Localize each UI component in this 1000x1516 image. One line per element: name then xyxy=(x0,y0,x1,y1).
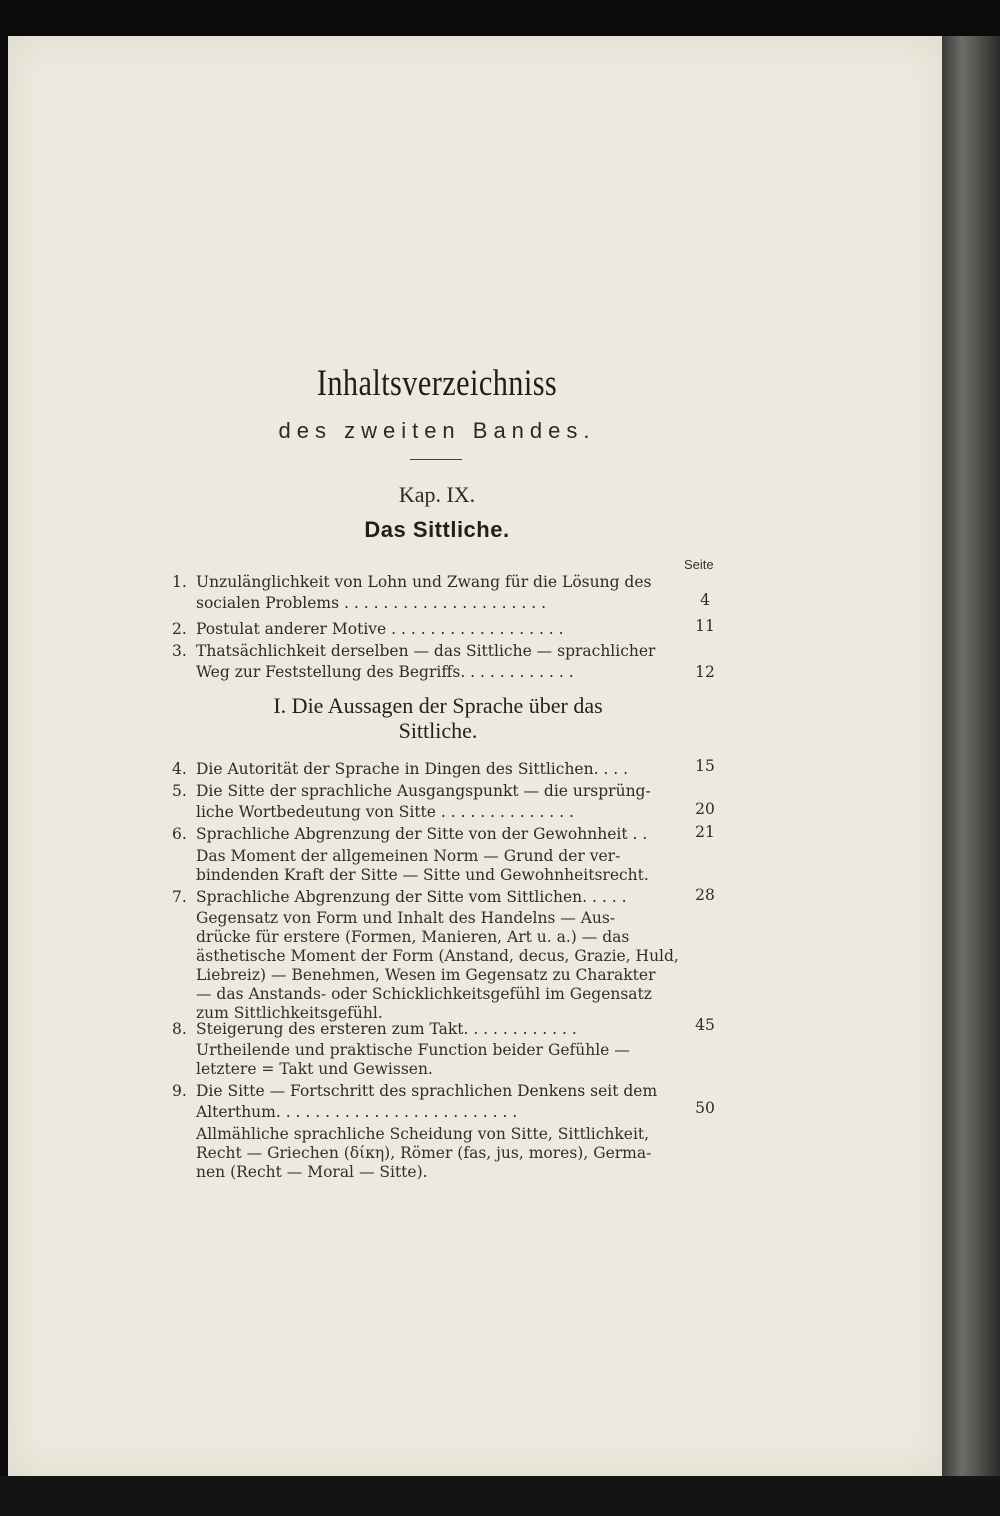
entry-text: Die Autorität der Sprache in Dingen des Sittlichen. . . . xyxy=(196,760,629,778)
entry-number: 7. xyxy=(172,888,187,906)
entry-page: 11 xyxy=(695,617,715,635)
entry-number: 4. xyxy=(172,760,187,778)
entry-number: 8. xyxy=(172,1020,187,1038)
toc-entry xyxy=(172,619,720,641)
entry-number: 6. xyxy=(172,825,187,843)
toc-entry xyxy=(172,887,720,909)
book-page xyxy=(8,36,942,1476)
entry-text: Sprachliche Abgrenzung der Sitte von der Gewohnheit . . xyxy=(196,825,648,843)
page-subtitle: des zweiten Bandes. xyxy=(278,418,596,443)
page-title: Inhaltsverzeichniss xyxy=(316,363,558,404)
entry-text: Thatsächlichkeit derselben — das Sittliche — sprachlicher Weg zur Feststellung des Begriffs. . . . . . . . . . . . xyxy=(196,642,656,681)
entry-text: Postulat anderer Motive . . . . . . . . . . . . . . . . . . xyxy=(196,620,564,638)
entry-page: 4 xyxy=(700,591,710,609)
entry-number: 1. xyxy=(172,573,187,591)
toc-entry xyxy=(172,781,720,825)
toc-entry xyxy=(172,824,720,846)
page-edge xyxy=(942,36,1000,1476)
page-column-label: Seite xyxy=(684,557,714,572)
divider-rule xyxy=(410,459,462,460)
entry-page: 15 xyxy=(695,757,715,775)
chapter-number: Kap. IX. xyxy=(398,482,476,507)
toc-entry xyxy=(172,759,720,781)
entry-page: 21 xyxy=(695,823,715,841)
entry-page: 28 xyxy=(695,886,715,904)
scan-border xyxy=(0,1476,1000,1516)
entry-summary: Gegensatz von Form und Inhalt des Handelns — Aus- drücke für erstere (Formen, Manieren, Art u. a.) — das ästhetische Moment der Form (Anstand, decus, Grazie, Huld, Liebreiz) — Benehmen, Wesen im Gegensatz zu Charakter — das Anstands- oder Schicklichkeitsgefühl im Gegensatz zum Sittlichkeitsgefühl. xyxy=(196,909,679,1022)
toc-entry xyxy=(172,641,720,685)
entry-number: 2. xyxy=(172,620,187,638)
entry-page: 45 xyxy=(695,1016,715,1034)
entry-page: 12 xyxy=(695,663,715,681)
toc-entry xyxy=(172,1081,720,1125)
entry-text: Steigerung des ersteren zum Takt. . . . . . . . . . . . xyxy=(196,1020,577,1038)
entry-number: 3. xyxy=(172,642,187,660)
entry-summary: Das Moment der allgemeinen Norm — Grund der ver- bindenden Kraft der Sitte — Sitte und Gewohnheitsrecht. xyxy=(196,847,649,884)
entry-text: Unzulänglichkeit von Lohn und Zwang für die Lösung des socialen Problems . . . . . . . . . . . . . . . . . . . . . xyxy=(196,573,652,612)
toc-entry xyxy=(172,572,720,616)
chapter-title: Das Sittliche. xyxy=(364,517,510,542)
entry-text: Die Sitte der sprachliche Ausgangspunkt — die ursprüng- liche Wortbedeutung von Sitte . . . . . . . . . . . . . . xyxy=(196,782,651,821)
entry-text: Die Sitte — Fortschritt des sprachlichen Denkens seit dem Alterthum. . . . . . . . . . . . . . . . . . . . . . . . . xyxy=(196,1082,658,1121)
entry-text: Sprachliche Abgrenzung der Sitte vom Sittlichen. . . . . xyxy=(196,888,627,906)
section-heading: I. Die Aussagen der Sprache über das Sittliche. xyxy=(273,693,603,743)
toc-entry xyxy=(172,1016,720,1041)
entry-page: 50 xyxy=(695,1099,715,1117)
entry-number: 5. xyxy=(172,782,187,800)
entry-summary: Allmähliche sprachliche Scheidung von Sitte, Sittlichkeit, Recht — Griechen (δίκη), Römer (fas, jus, mores), Germa- nen (Recht — Moral — Sitte). xyxy=(196,1125,652,1181)
entry-summary: Urtheilende und praktische Function beider Gefühle — letztere = Takt und Gewissen. xyxy=(196,1041,630,1078)
entry-page: 20 xyxy=(695,800,715,818)
entry-number: 9. xyxy=(172,1082,187,1100)
